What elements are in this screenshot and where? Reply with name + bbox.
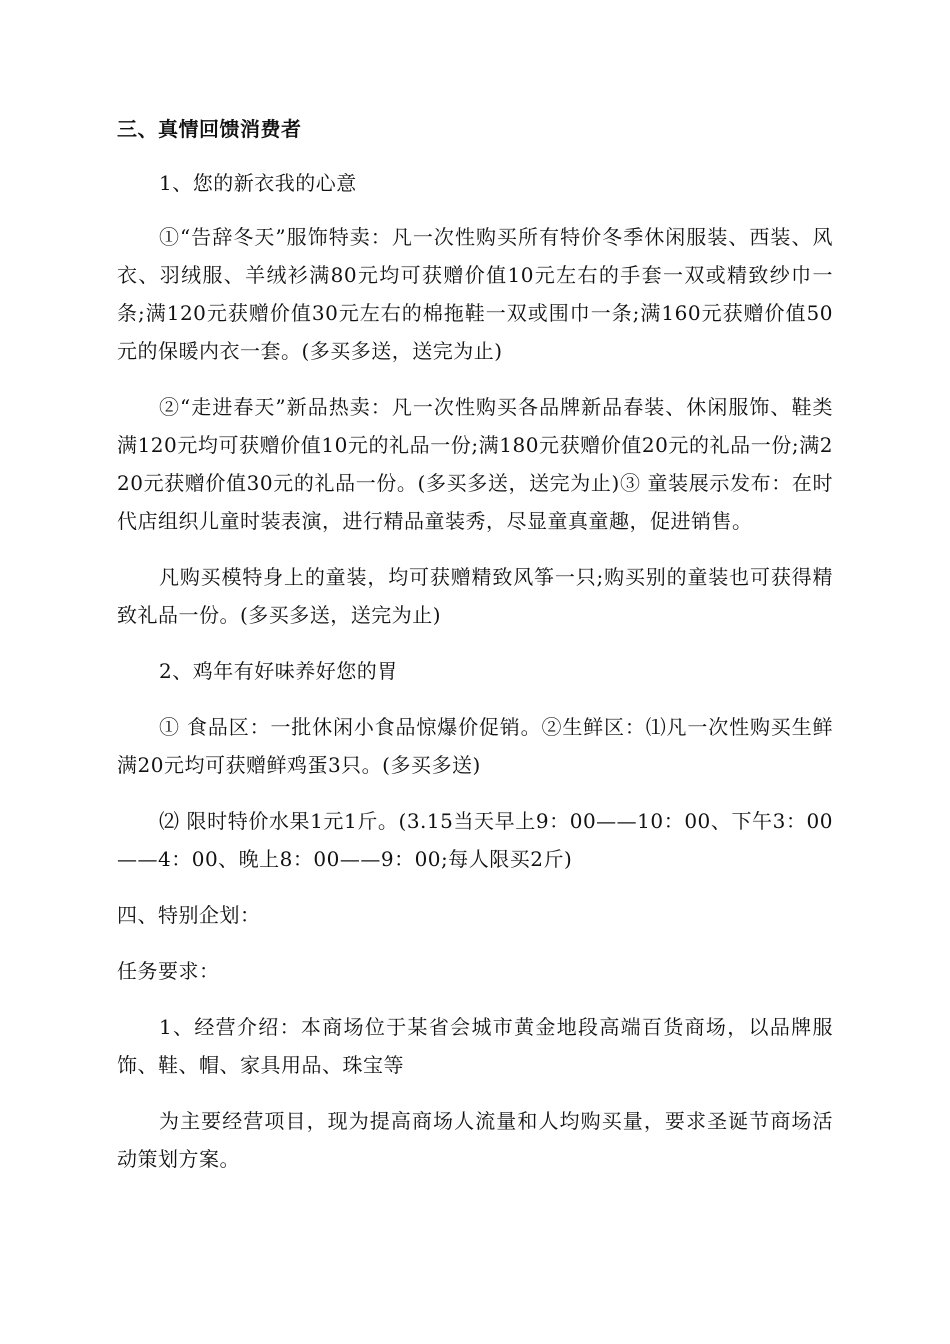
document-body	[117, 110, 833, 1178]
paragraph-spring-sale: ②“走进春天”新品热卖：凡一次性购买各品牌新品春装、休闲服饰、鞋类满120元均可获赠价值10元的礼品一份;满180元获赠价值20元的礼品一份;满220元获赠价值30元的礼品一份。(多买多送，送完为止)③ 童装展示发布：在时代店组织儿童时装表演，进行精品童装秀，尽显童真童趣，促进销售。	[117, 395, 833, 533]
paragraph-business-intro: 1、经营介绍：本商场位于某省会城市黄金地段高端百货商场，以品牌服饰、鞋、帽、家具用品、珠宝等	[117, 1015, 833, 1077]
section-heading-3: 三、真情回馈消费者	[117, 117, 302, 141]
paragraph-food-area: ① 食品区：一批休闲小食品惊爆价促销。②生鲜区：⑴凡一次性购买生鲜满20元均可获赠鲜鸡蛋3只。(多买多送)	[117, 715, 833, 777]
task-heading: 任务要求：	[117, 959, 220, 983]
paragraph-kids-clothing: 凡购买模特身上的童装，均可获赠精致风筝一只;购买别的童装也可获得精致礼品一份。(多买多送，送完为止)	[117, 565, 833, 627]
subheading-food: 2、鸡年有好味养好您的胃	[159, 659, 398, 683]
section-heading-4: 四、特别企划：	[117, 903, 261, 927]
subheading-new-clothes: 1、您的新衣我的心意	[159, 171, 357, 195]
paragraph-main-business: 为主要经营项目，现为提高商场人流量和人均购买量，要求圣诞节商场活动策划方案。	[117, 1109, 833, 1171]
paragraph-fruit-special: ⑵ 限时特价水果1元1斤。(3.15当天早上9：00——10：00、下午3：00——4：00、晚上8：00——9：00;每人限买2斤)	[117, 809, 833, 871]
paragraph-winter-sale: ①“告辞冬天”服饰特卖：凡一次性购买所有特价冬季休闲服装、西装、风衣、羽绒服、羊绒衫满80元均可获赠价值10元左右的手套一双或精致纱巾一条;满120元获赠价值30元左右的棉拖鞋一双或围巾一条;满160元获赠价值50元的保暖内衣一套。(多买多送，送完为止)	[117, 225, 833, 363]
